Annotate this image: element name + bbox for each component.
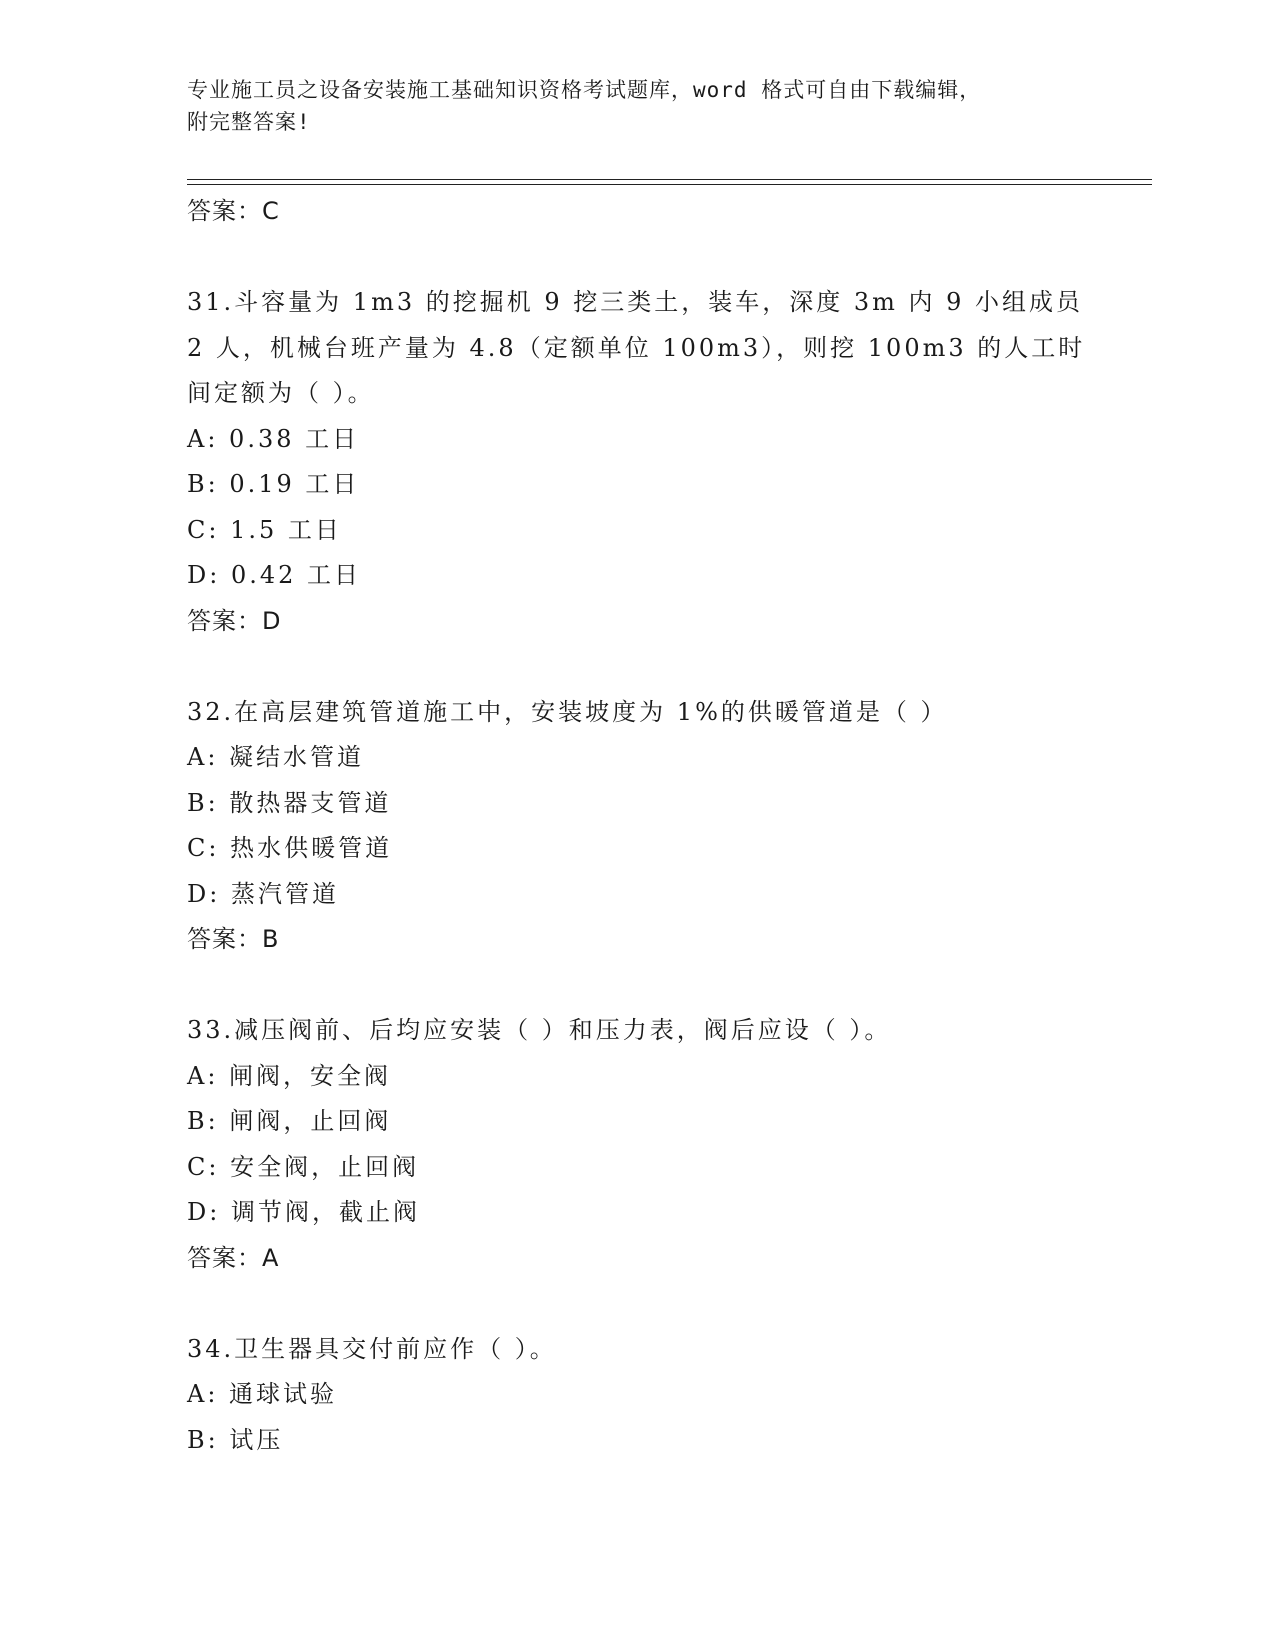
option-d: D: 蒸汽管道 <box>187 879 339 908</box>
spacer <box>187 1281 1067 1327</box>
option-c: C: 热水供暖管道 <box>187 834 393 862</box>
question-text-line: 34.卫生器具交付前应作（ ）。 <box>187 1334 557 1363</box>
option-a: A: 闸阀，安全阀 <box>187 1061 392 1090</box>
spacer <box>187 963 1067 1009</box>
option-c: C: 安全阀，止回阀 <box>187 1152 420 1181</box>
question-text-line: 31.斗容量为 1m3 的挖掘机 9 挖三类土，装车，深度 3m 内 9 小组成员 <box>187 288 1084 316</box>
header-rule-top <box>187 179 1152 180</box>
question-32 <box>187 690 1067 963</box>
question-33 <box>187 1008 1067 1281</box>
answer-line: 答案：A <box>187 1243 280 1272</box>
option-a: A: 通球试验 <box>187 1380 338 1408</box>
spacer <box>187 235 1067 281</box>
option-c: C: 1.5 工日 <box>187 515 342 544</box>
question-text-line: 33.减压阀前、后均应安装（ ）和压力表，阀后应设（ ）。 <box>187 1016 892 1044</box>
option-d: D: 0.42 工日 <box>187 561 362 589</box>
question-31 <box>187 280 1086 644</box>
option-b: B: 试压 <box>187 1425 284 1454</box>
question-list <box>187 189 1086 1463</box>
header-line-1: 专业施工员之设备安装施工基础知识资格考试题库，word 格式可自由下载编辑， <box>187 78 982 102</box>
document-header <box>187 74 1067 138</box>
option-b: B: 闸阀，止回阀 <box>187 1107 392 1135</box>
header-rule-bottom <box>187 184 1152 185</box>
answer-line: 答案：D <box>187 606 282 635</box>
option-a: A: 0.38 工日 <box>187 424 360 453</box>
option-b: B: 散热器支管道 <box>187 788 392 817</box>
question-text-line: 2 人，机械台班产量为 4.8（定额单位 100m3），则挖 100m3 的人工时 <box>187 333 1086 362</box>
header-line-2: 附完整答案! <box>187 110 311 134</box>
option-b: B: 0.19 工日 <box>187 470 360 498</box>
spacer <box>187 644 1067 690</box>
question-34 <box>187 1327 1067 1464</box>
option-a: A: 凝结水管道 <box>187 743 365 771</box>
question-text-line: 32.在高层建筑管道施工中，安装坡度为 1%的供暖管道是（ ） <box>187 697 948 726</box>
answer-line: 答案：B <box>187 925 280 953</box>
question-text-line: 间定额为（ ）。 <box>187 379 375 407</box>
previous-answer: 答案：C <box>187 197 280 225</box>
option-d: D: 调节阀，截止阀 <box>187 1198 420 1226</box>
